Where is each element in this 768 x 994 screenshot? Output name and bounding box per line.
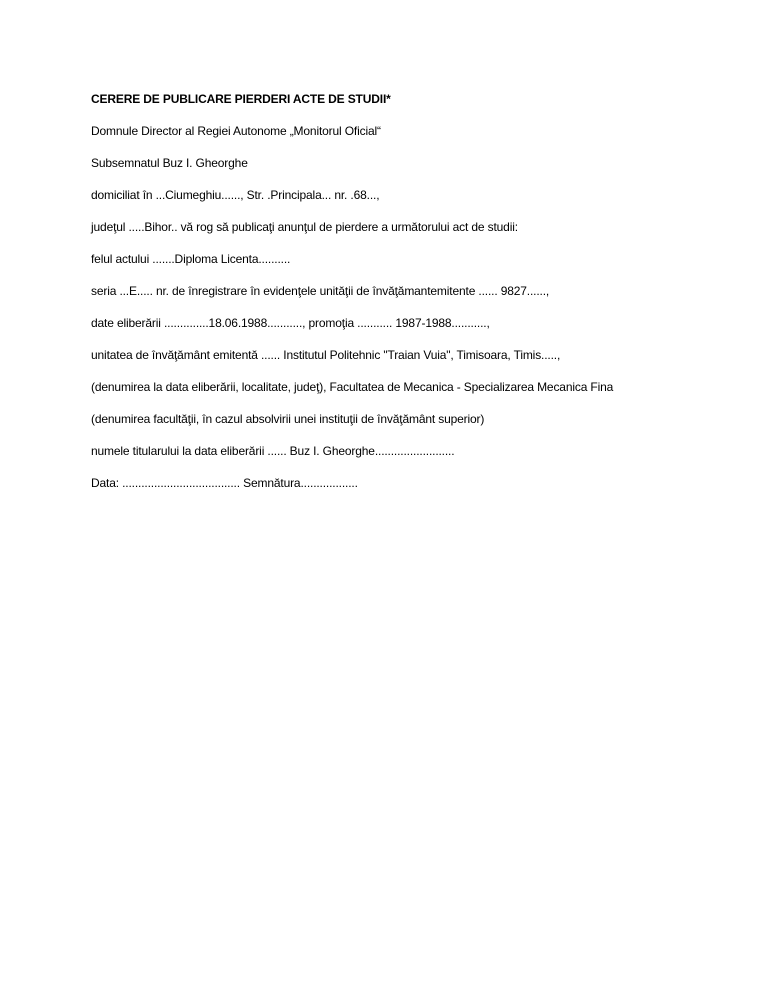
series-registration-line: seria ...E..... nr. de înregistrare în evidenţele unităţii de învăţămantemitente ...... 9827......,: [91, 284, 550, 298]
faculty-note-line: (denumirea facultăţii, în cazul absolvirii unei instituţii de învăţământ superior): [91, 412, 485, 426]
applicant-name-line: Subsemnatul Buz I. Gheorghe: [91, 156, 248, 170]
holder-name-line: numele titularului la data eliberării ...... Buz I. Gheorghe.........................: [91, 444, 455, 458]
document-title: CERERE DE PUBLICARE PIERDERI ACTE DE STUDII*: [91, 92, 391, 106]
county-request-line: judeţul .....Bihor.. vă rog să publicaţi anunţul de pierdere a următorului act de studii:: [91, 220, 518, 234]
addressee-line: Domnule Director al Regiei Autonome „Monitorul Oficial“: [91, 124, 381, 138]
issuing-institution-line: unitatea de învăţământ emitentă ...... Institutul Politehnic "Traian Vuia", Timisoara, Timis.....,: [91, 348, 561, 362]
document-type-line: felul actului .......Diploma Licenta..........: [91, 252, 291, 266]
institution-details-line: (denumirea la data eliberării, localitate, judeţ), Facultatea de Mecanica - Specializarea Mecanica Fina: [91, 380, 614, 394]
residence-line: domiciliat în ...Ciumeghiu......, Str. .Principala... nr. .68...,: [91, 188, 380, 202]
issue-date-line: date eliberării ..............18.06.1988..........., promoţia ........... 1987-1988...........,: [91, 316, 490, 330]
date-signature-line: Data: ..................................... Semnătura..................: [91, 476, 358, 490]
